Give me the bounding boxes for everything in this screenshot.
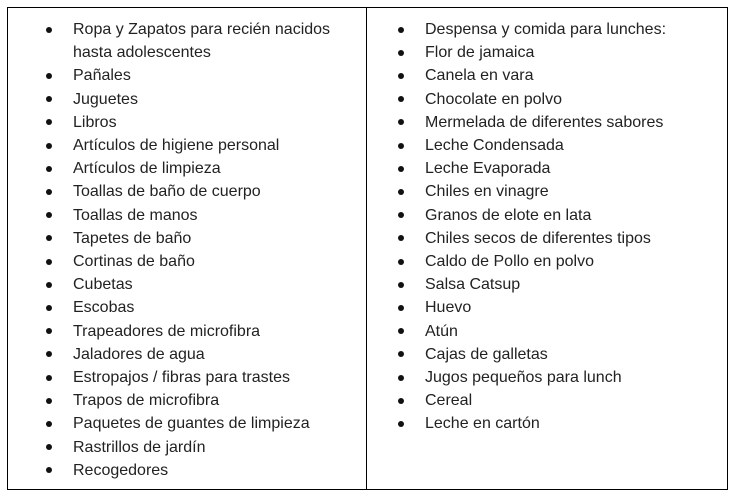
list-item: Toallas de manos [8, 204, 366, 227]
list-item: Salsa Catsup [367, 273, 727, 296]
list-item: Cereal [367, 389, 727, 412]
list-item: Rastrillos de jardín [8, 436, 366, 459]
list-item: Flor de jamaica [367, 41, 727, 64]
list-item: Tapetes de baño [8, 227, 366, 250]
list-item: Cubetas [8, 273, 366, 296]
list-item: Libros [8, 111, 366, 134]
list-item: Artículos de limpieza [8, 157, 366, 180]
list-item: Atún [367, 320, 727, 343]
list-item: Artículos de higiene personal [8, 134, 366, 157]
list-item: Trapos de microfibra [8, 389, 366, 412]
list-item: Leche en cartón [367, 412, 727, 435]
list-item: Granos de elote en lata [367, 204, 727, 227]
list-item: Escobas [8, 296, 366, 319]
left-column-cell [8, 8, 367, 489]
list-item: Paquetes de guantes de limpieza [8, 412, 366, 435]
list-item: Pañales [8, 64, 366, 87]
list-item: Jugos pequeños para lunch [367, 366, 727, 389]
list-item: Canela en vara [367, 64, 727, 87]
list-item: Juguetes [8, 88, 366, 111]
list-item: Ropa y Zapatos para recién nacidos hasta adolescentes [8, 18, 366, 64]
list-item: Cortinas de baño [8, 250, 366, 273]
list-item: Leche Evaporada [367, 157, 727, 180]
list-item: Chiles secos de diferentes tipos [367, 227, 727, 250]
list-item: Chocolate en polvo [367, 88, 727, 111]
list-item: Recogedores [8, 459, 366, 482]
right-bullet-list [367, 18, 727, 436]
list-item: Cajas de galletas [367, 343, 727, 366]
list-item: Toallas de baño de cuerpo [8, 180, 366, 203]
list-item: Despensa y comida para lunches: [367, 18, 727, 41]
list-item: Trapeadores de microfibra [8, 320, 366, 343]
donation-list-table [7, 7, 728, 490]
list-item: Leche Condensada [367, 134, 727, 157]
list-item: Estropajos / fibras para trastes [8, 366, 366, 389]
list-item: Jaladores de agua [8, 343, 366, 366]
list-item: Huevo [367, 296, 727, 319]
list-item: Caldo de Pollo en polvo [367, 250, 727, 273]
left-bullet-list [8, 18, 366, 482]
list-item: Mermelada de diferentes sabores [367, 111, 727, 134]
right-column-cell [367, 8, 727, 489]
list-item: Chiles en vinagre [367, 180, 727, 203]
